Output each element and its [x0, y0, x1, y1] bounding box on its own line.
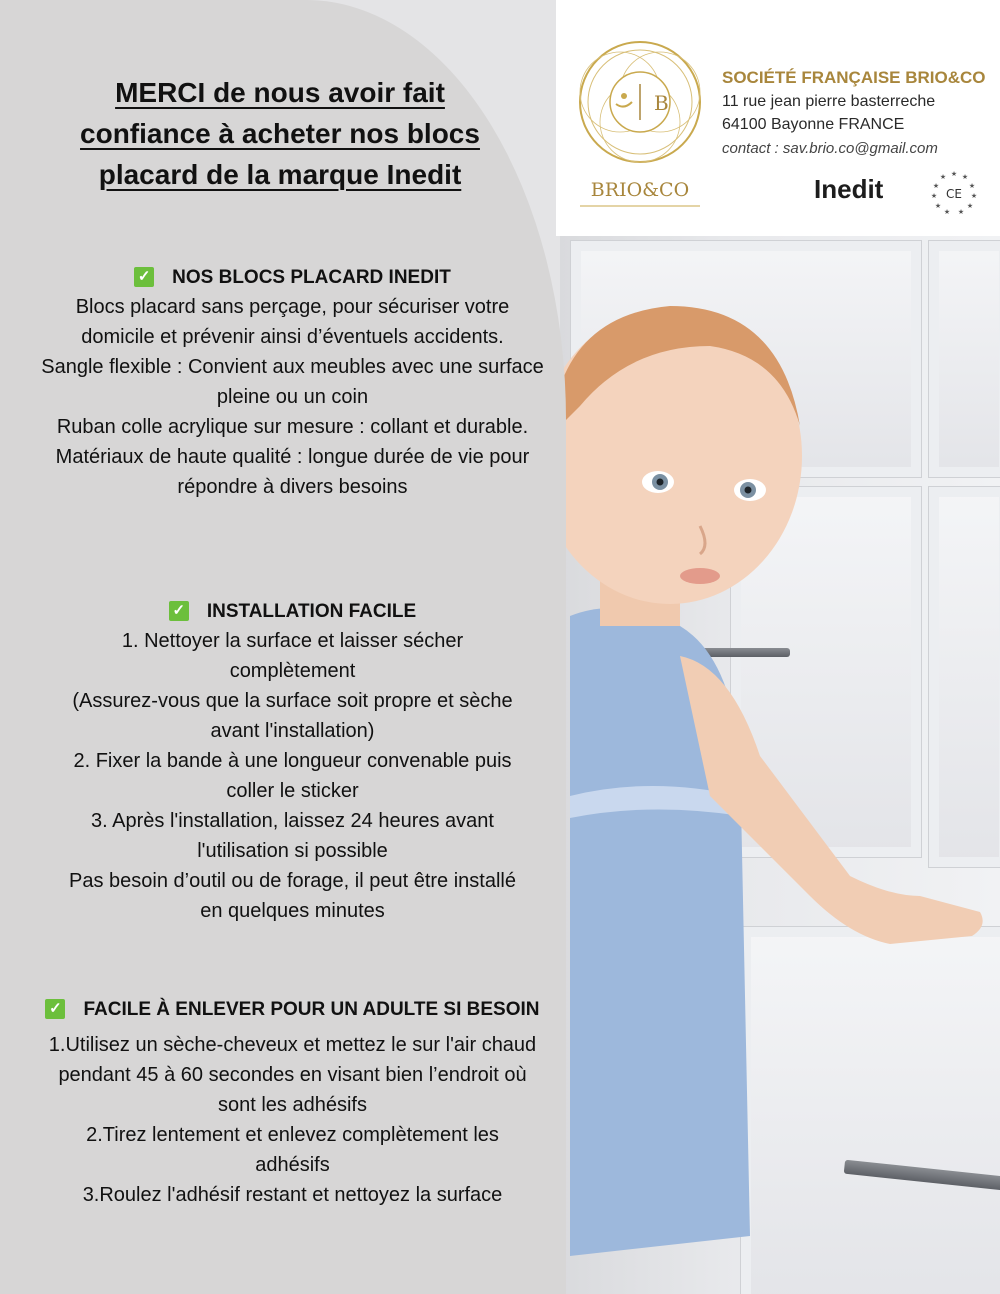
svg-text:★: ★	[966, 202, 974, 210]
ce-mark-icon	[930, 168, 978, 216]
logo-letter: B	[654, 91, 669, 115]
section-line: 2. Fixer la bande à une longueur convenable puis coller le sticker	[73, 750, 512, 802]
svg-text:★: ★	[930, 192, 938, 200]
section-line: Sangle flexible : Convient aux meubles avec une surface pleine ou un coin	[41, 356, 544, 408]
brand-logo: Inedit	[814, 174, 884, 204]
check-box-icon: ✓	[134, 267, 154, 287]
svg-text:★: ★	[957, 208, 965, 216]
section-line: 3.Roulez l'adhésif restant et nettoyez la surface	[82, 1184, 503, 1206]
section-body	[20, 626, 565, 926]
section-body	[20, 292, 565, 502]
section-line: Ruban colle acrylique sur mesure : collant et durable.	[56, 416, 529, 438]
section-installation	[20, 598, 565, 926]
section-blocs-placard	[20, 264, 565, 502]
ce-mark-text: CE	[946, 187, 962, 201]
section-heading: ✓ INSTALLATION FACILE	[20, 598, 565, 626]
section-line: (Assurez-vous que la surface soit propre et sèche avant l'installation)	[72, 690, 513, 742]
svg-text:★: ★	[968, 182, 976, 190]
section-line: 3. Après l'installation, laissez 24 heures avant l'utilisation si possible	[91, 810, 494, 862]
section-line: 1. Nettoyer la surface et laisser sécher complètement	[121, 630, 464, 682]
svg-text:★: ★	[970, 192, 978, 200]
svg-text:★: ★	[950, 170, 958, 178]
baby-drawer-photo	[560, 236, 1000, 1294]
section-line: Pas besoin d’outil ou de forage, il peut être installé en quelques minutes	[69, 870, 516, 922]
svg-text:★: ★	[943, 208, 951, 216]
section-line: Matériaux de haute qualité : longue durée de vie pour répondre à divers besoins	[55, 446, 530, 498]
section-heading: ✓ NOS BLOCS PLACARD INEDIT	[20, 264, 565, 292]
section-removal	[20, 996, 565, 1210]
brio-logo-icon	[570, 38, 710, 210]
contact-email: contact : sav.brio.co@gmail.com	[722, 140, 938, 157]
check-box-icon: ✓	[45, 999, 65, 1019]
baby-illustration	[560, 236, 1000, 1294]
address-line-1: 11 rue jean pierre basterreche	[722, 93, 936, 110]
title-line-3: placard de la marque Inedit	[98, 159, 462, 190]
title-line-1: MERCI de nous avoir fait	[115, 77, 445, 108]
svg-text:★: ★	[932, 182, 940, 190]
check-box-icon: ✓	[169, 601, 189, 621]
svg-text:★: ★	[961, 173, 969, 181]
address-line-2: 64100 Bayonne FRANCE	[722, 116, 905, 133]
section-line: Blocs placard sans perçage, pour sécuriser votre domicile et prévenir ainsi d’éventuels accidents.	[75, 296, 510, 348]
section-body	[20, 1030, 565, 1210]
section-line: 1.Utilisez un sèche-cheveux et mettez le sur l'air chaud pendant 45 à 60 secondes en visant bien l’endroit où sont les adhésifs	[48, 1034, 537, 1116]
page-title	[30, 72, 530, 195]
svg-text:★: ★	[934, 202, 942, 210]
svg-text:★: ★	[939, 173, 947, 181]
company-name: SOCIÉTÉ FRANÇAISE BRIO&CO	[722, 68, 986, 87]
section-heading: ✓ FACILE À ENLEVER POUR UN ADULTE SI BESOIN	[20, 996, 565, 1024]
company-header	[556, 0, 1000, 236]
logo-text: BRIO&CO	[590, 179, 690, 201]
section-line: 2.Tirez lentement et enlevez complètement les adhésifs	[86, 1124, 499, 1176]
title-line-2: confiance à acheter nos blocs	[80, 118, 480, 149]
